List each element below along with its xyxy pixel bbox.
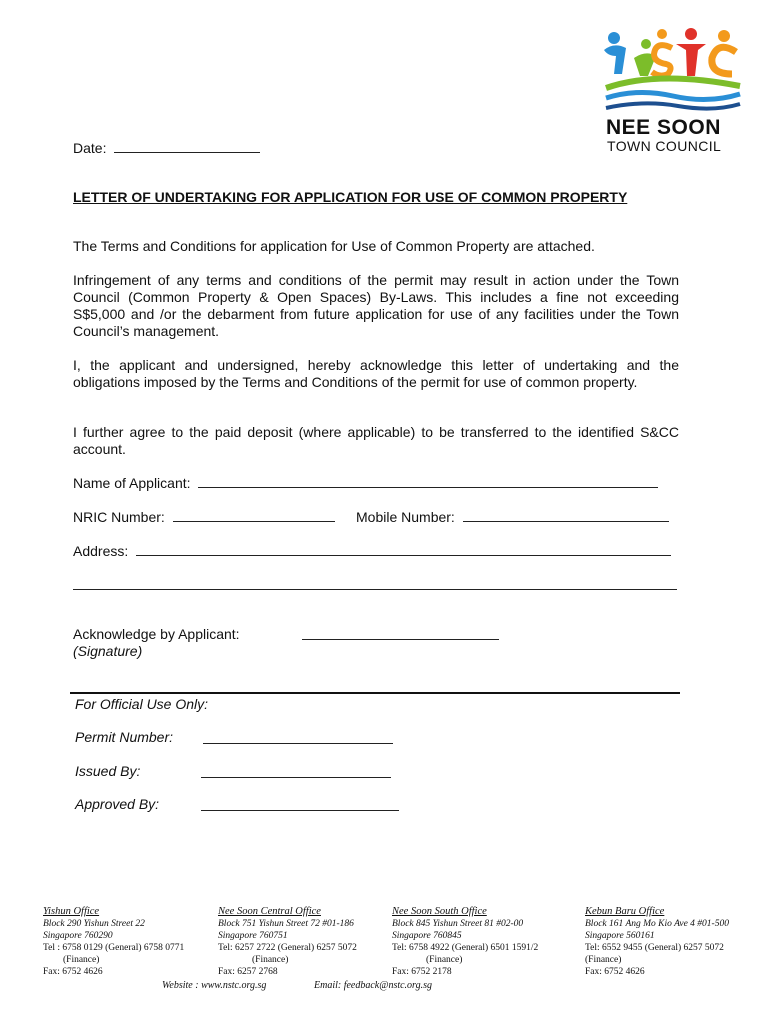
signature-label: (Signature): [73, 643, 143, 659]
name-label: Name of Applicant:: [73, 475, 191, 491]
office-fax: Fax: 6752 4626: [43, 967, 103, 977]
office-name: Yishun Office: [43, 906, 100, 917]
office-tel: Tel : 6758 0129 (General) 6758 0771: [43, 943, 185, 953]
office-address-1: Block 751 Yishun Street 72 #01-186: [218, 919, 354, 929]
office-name: Nee Soon South Office: [392, 906, 487, 917]
office-address-1: Block 161 Ang Mo Kio Ave 4 #01-500: [585, 919, 729, 929]
office-fax: Fax: 6752 4626: [585, 967, 645, 977]
permit-label: Permit Number:: [75, 729, 174, 745]
office-address-1: Block 845 Yishun Street 81 #02-00: [392, 919, 524, 929]
office-finance: (Finance): [426, 955, 463, 965]
name-input-line[interactable]: [198, 474, 658, 488]
address-input-line-2[interactable]: [73, 589, 677, 590]
date-field: [73, 139, 260, 157]
date-input-line[interactable]: [114, 139, 260, 153]
address-field: [73, 542, 671, 559]
logo-figures-icon: [598, 26, 748, 116]
official-heading: For Official Use Only:: [75, 696, 209, 712]
office-address-2: Singapore 560161: [585, 931, 655, 941]
letter-title: LETTER OF UNDERTAKING FOR APPLICATION FOR USE OF COMMON PROPERTY: [73, 189, 628, 205]
nric-field: [73, 508, 335, 525]
office-finance: (Finance): [585, 955, 622, 965]
approved-input-line[interactable]: [201, 810, 399, 811]
nee-soon-logo: [598, 26, 748, 156]
official-divider: [70, 692, 680, 694]
date-label: Date:: [73, 140, 107, 156]
signature-line[interactable]: [302, 639, 499, 640]
paragraph-deposit: I further agree to the paid deposit (where applicable) to be transferred to the identified S&CC account.: [73, 424, 679, 457]
office-address-2: Singapore 760751: [218, 931, 288, 941]
logo-subtitle: TOWN COUNCIL: [607, 138, 722, 154]
office-address-2: Singapore 760290: [43, 931, 113, 941]
office-address-1: Block 290 Yishun Street 22: [43, 919, 145, 929]
paragraph-acknowledge: I, the applicant and undersigned, hereby acknowledge this letter of undertaking and the obligations imposed by the Terms and Conditions of the permit for use of common property.: [73, 357, 679, 390]
paragraph-terms: The Terms and Conditions for application for Use of Common Property are attached.: [73, 238, 595, 254]
nric-label: NRIC Number:: [73, 509, 165, 525]
office-yishun: [43, 906, 215, 978]
issued-input-line[interactable]: [201, 777, 391, 778]
office-fax: Fax: 6257 2768: [218, 967, 278, 977]
name-field: [73, 474, 658, 491]
footer-website[interactable]: Website : www.nstc.org.sg: [162, 980, 267, 991]
permit-input-line[interactable]: [203, 743, 393, 744]
office-fax: Fax: 6752 2178: [392, 967, 452, 977]
address-input-line[interactable]: [136, 542, 671, 556]
office-tel: Tel: 6552 9455 (General) 6257 5072: [585, 943, 724, 953]
office-tel: Tel: 6257 2722 (General) 6257 5072: [218, 943, 357, 953]
mobile-input-line[interactable]: [463, 508, 669, 522]
office-tel: Tel: 6758 4922 (General) 6501 1591/2: [392, 943, 539, 953]
approved-label: Approved By:: [75, 796, 160, 812]
office-address-2: Singapore 760845: [392, 931, 462, 941]
office-name: Kebun Baru Office: [585, 906, 665, 917]
acknowledge-label: Acknowledge by Applicant:: [73, 626, 240, 642]
mobile-field: [356, 508, 669, 525]
mobile-label: Mobile Number:: [356, 509, 455, 525]
issued-label: Issued By:: [75, 763, 141, 779]
office-finance: (Finance): [252, 955, 289, 965]
office-nee-soon-central: [218, 906, 390, 978]
office-nee-soon-south: [392, 906, 564, 978]
logo-brand: NEE SOON: [606, 116, 721, 139]
paragraph-infringement: Infringement of any terms and conditions of the permit may result in action under the Town Council (Common Property & Open Spaces) By-Laws. This includes a fine not exceeding S$5,000 and /or the debarment from future application for use of any facilities under the Town Council’s management.: [73, 272, 679, 339]
office-finance: (Finance): [63, 955, 100, 965]
footer-email[interactable]: Email: feedback@nstc.org.sg: [314, 980, 432, 991]
nric-input-line[interactable]: [173, 508, 335, 522]
address-label: Address:: [73, 543, 129, 559]
office-kebun-baru: [585, 906, 757, 978]
office-name: Nee Soon Central Office: [218, 906, 321, 917]
